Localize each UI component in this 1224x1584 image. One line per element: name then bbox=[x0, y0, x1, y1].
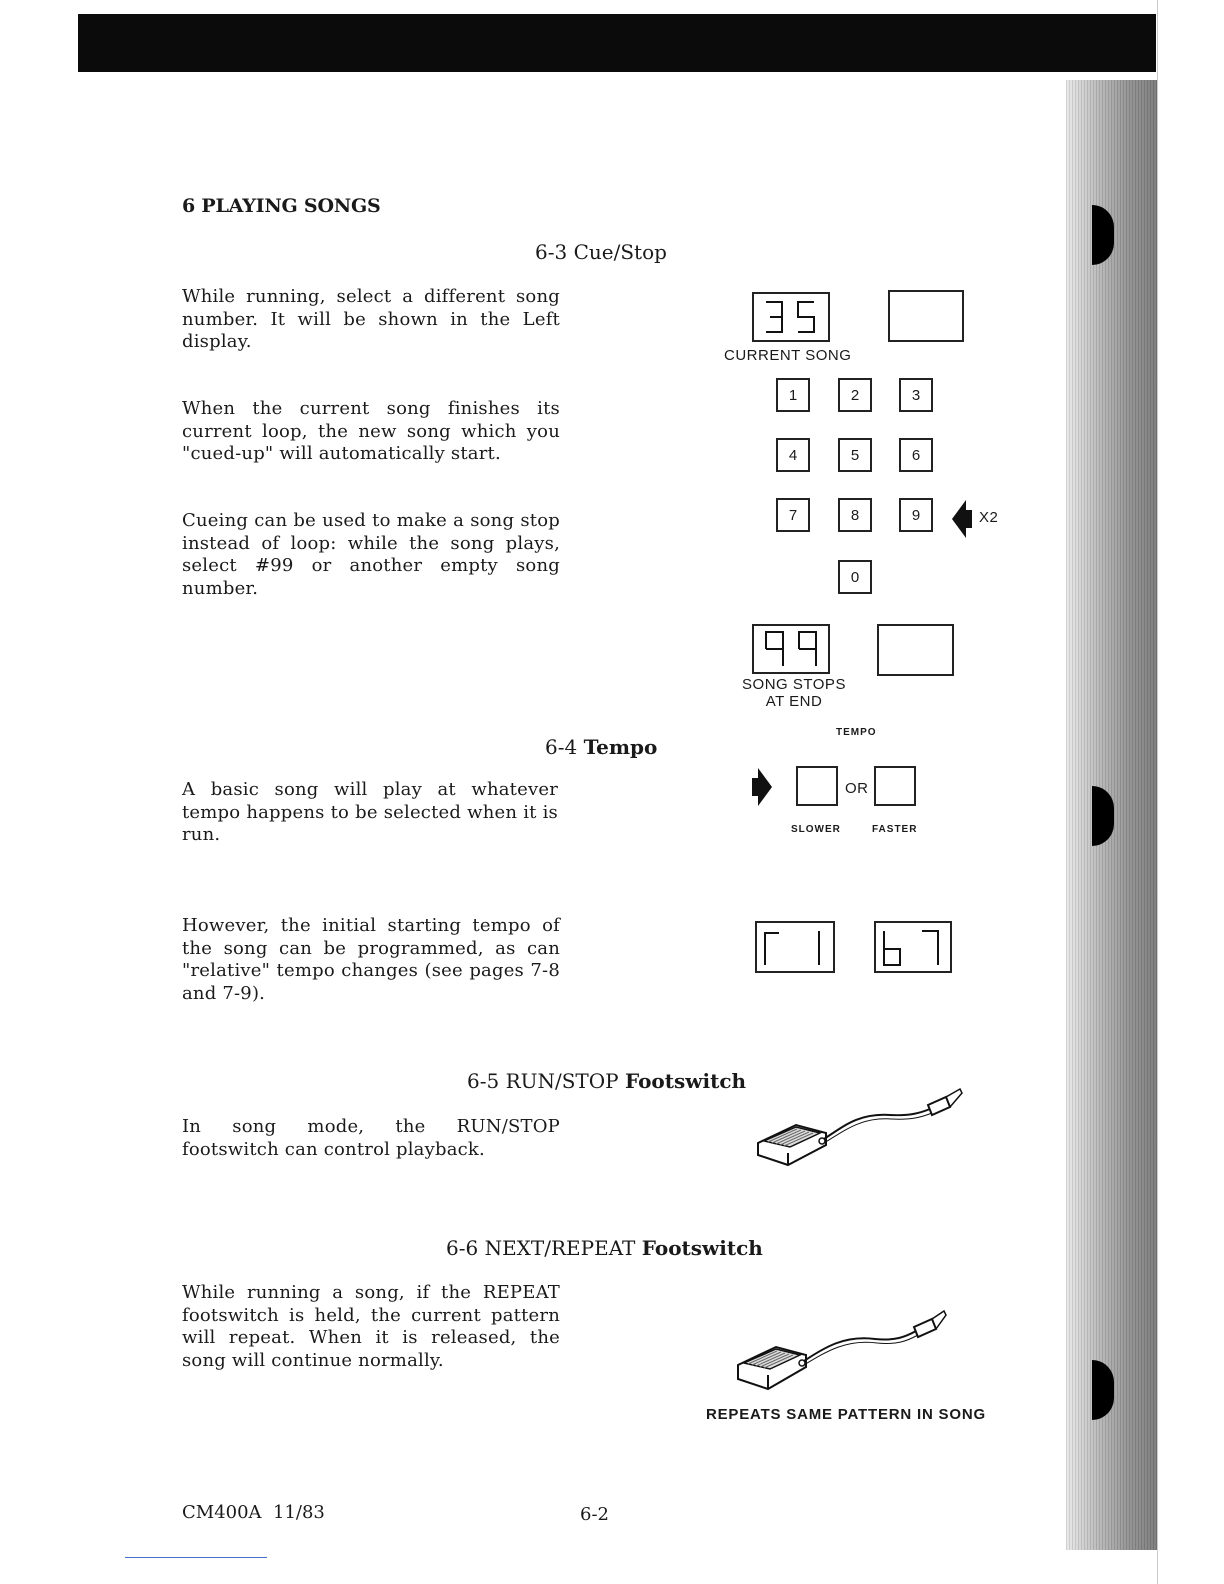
arrow-right-icon bbox=[750, 766, 774, 812]
arrow-left-icon bbox=[950, 498, 974, 544]
subsection-title-tempo: 6-4 Tempo bbox=[545, 735, 658, 759]
key-0[interactable]: 0 bbox=[838, 560, 872, 594]
right-display-tempo bbox=[874, 921, 952, 973]
paragraph: In song mode, the RUN/STOP footswitch can control playback. bbox=[182, 1116, 560, 1160]
key-5[interactable]: 5 bbox=[838, 438, 872, 472]
svg-text:b 7: b 7 bbox=[913, 934, 917, 936]
tempo-slower-button[interactable] bbox=[796, 766, 838, 806]
key-8[interactable]: 8 bbox=[838, 498, 872, 532]
faster-label: FASTER bbox=[872, 824, 918, 835]
press-twice-label: X2 bbox=[979, 509, 999, 526]
paragraph: When the current song finishes its current loop, the new song which you "cued-up" will automatically start. bbox=[182, 398, 560, 464]
footswitch-illustration bbox=[750, 1085, 975, 1179]
subsection-title-next-repeat: 6-6 NEXT/REPEAT Footswitch bbox=[446, 1236, 763, 1260]
tempo-faster-button[interactable] bbox=[874, 766, 916, 806]
svg-text:r 1: r 1 bbox=[795, 934, 798, 936]
key-1[interactable]: 1 bbox=[776, 378, 810, 412]
paragraph: However, the initial starting tempo of the song can be programmed, as can "relative" tempo changes (see pages 7-8 and 7-9). bbox=[182, 915, 560, 1004]
or-label: OR bbox=[845, 780, 869, 797]
subsection-title-cue-stop: 6-3 Cue/Stop bbox=[535, 240, 667, 264]
song-stops-label: SONG STOPS AT END bbox=[742, 676, 846, 710]
right-display-blank bbox=[888, 290, 964, 342]
key-2[interactable]: 2 bbox=[838, 378, 872, 412]
repeat-caption: REPEATS SAME PATTERN IN SONG bbox=[706, 1406, 986, 1423]
key-9[interactable]: 9 bbox=[899, 498, 933, 532]
paragraph: While running a song, if the REPEAT footswitch is held, the current pattern will repeat. When it is released, the song will continue normally. bbox=[182, 1282, 560, 1371]
left-display-current-song bbox=[752, 292, 830, 342]
key-6[interactable]: 6 bbox=[899, 438, 933, 472]
left-display-tempo bbox=[755, 921, 835, 973]
paragraph: A basic song will play at whatever tempo happens to be selected when it is run. bbox=[182, 779, 558, 845]
tempo-label: TEMPO bbox=[836, 727, 877, 738]
footswitch-illustration bbox=[730, 1305, 955, 1404]
key-3[interactable]: 3 bbox=[899, 378, 933, 412]
section-title: 6 PLAYING SONGS bbox=[182, 195, 381, 217]
paragraph: Cueing can be used to make a song stop instead of loop: while the song plays, select #99 or another empty song number. bbox=[182, 510, 560, 599]
footer-document-code: CM400A 11/83 bbox=[182, 1502, 325, 1523]
paragraph: While running, select a different song number. It will be shown in the Left display. bbox=[182, 286, 560, 352]
header-bar bbox=[78, 14, 1156, 72]
key-7[interactable]: 7 bbox=[776, 498, 810, 532]
subsection-title-run-stop: 6-5 RUN/STOP Footswitch bbox=[467, 1069, 747, 1093]
right-display-blank bbox=[877, 624, 954, 676]
underline-mark bbox=[125, 1557, 267, 1558]
svg-text:35: 35 bbox=[791, 307, 794, 309]
left-display-song-99 bbox=[752, 624, 830, 674]
key-4[interactable]: 4 bbox=[776, 438, 810, 472]
page-number: 6-2 bbox=[580, 1504, 609, 1525]
current-song-label: CURRENT SONG bbox=[724, 347, 852, 364]
page-border bbox=[1157, 0, 1158, 1584]
slower-label: SLOWER bbox=[791, 824, 841, 835]
